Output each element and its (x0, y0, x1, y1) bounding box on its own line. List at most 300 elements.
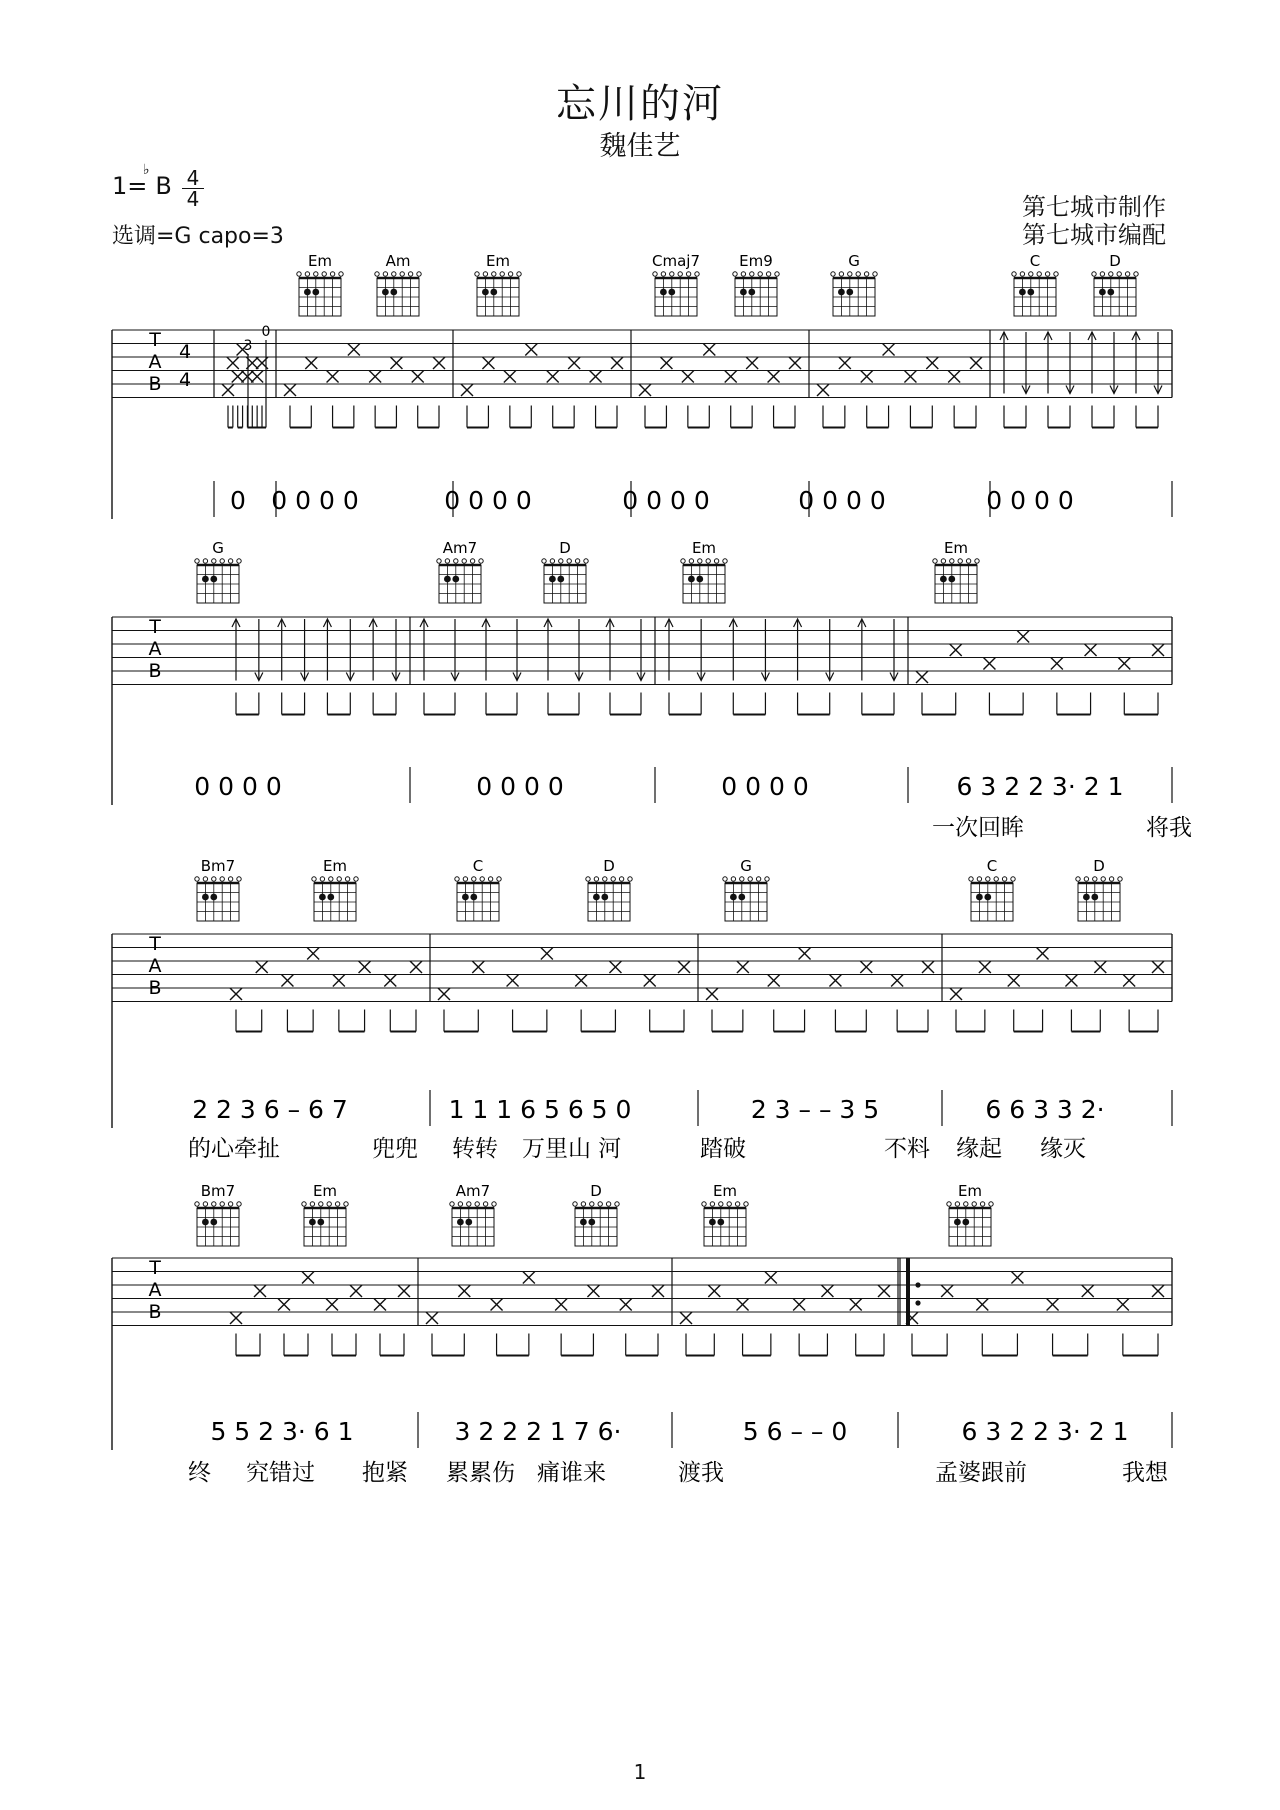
open-string-marker (1118, 877, 1122, 881)
open-string-marker (1011, 877, 1015, 881)
jianpu-measure: 6 6 3 3 2· (985, 1095, 1105, 1124)
tab-x-note (333, 975, 345, 987)
finger-dot (482, 289, 489, 296)
tab-x-note (708, 1285, 720, 1297)
open-string-marker (567, 559, 571, 563)
open-string-marker (719, 1202, 723, 1206)
finger-dot (327, 894, 334, 901)
tab-x-note (278, 1299, 290, 1311)
finger-dot (202, 894, 209, 901)
tab-x-note (983, 658, 995, 670)
open-string-marker (1012, 272, 1016, 276)
time-top: 4 (186, 166, 200, 190)
tab-x-note (359, 961, 371, 973)
tab-x-note (482, 357, 494, 369)
open-string-marker (964, 1202, 968, 1206)
tab-x-note (232, 371, 244, 383)
tab-x-note (883, 344, 895, 356)
open-string-marker (1109, 877, 1113, 881)
open-string-marker (479, 559, 483, 563)
chord-name: Bm7 (200, 857, 236, 875)
open-string-marker (590, 1202, 594, 1206)
tab-x-note (878, 1285, 890, 1297)
tab-x-note (1117, 1299, 1129, 1311)
open-string-marker (327, 1202, 331, 1206)
open-string-marker (741, 272, 745, 276)
tab-x-note (839, 357, 851, 369)
lyric-text: 渡我 (678, 1460, 724, 1486)
key-flat: ♭ (143, 162, 150, 178)
tab-x-note (384, 975, 396, 987)
tab-x-note (525, 344, 537, 356)
tab-x-note (410, 961, 422, 973)
tab-x-note (1008, 975, 1020, 987)
finger-dot (730, 894, 737, 901)
jianpu-measure: 0 0 0 0 (476, 772, 564, 801)
open-string-marker (864, 272, 868, 276)
tab-x-note (680, 1312, 692, 1324)
tab-x-note (284, 384, 296, 396)
chord-name: Em (485, 252, 511, 270)
repeat-dot (915, 1282, 920, 1287)
open-string-marker (1029, 272, 1033, 276)
open-string-marker (483, 272, 487, 276)
finger-dot (382, 289, 389, 296)
finger-dot (940, 576, 947, 583)
open-string-marker (237, 877, 241, 881)
open-string-marker (1076, 877, 1080, 881)
chord-name: Am7 (442, 539, 478, 557)
open-string-marker (417, 272, 421, 276)
finger-dot (452, 576, 459, 583)
open-string-marker (1054, 272, 1058, 276)
open-string-marker (302, 1202, 306, 1206)
tab-x-note (523, 1272, 535, 1284)
finger-dot (1027, 289, 1034, 296)
chord-name: C (986, 857, 998, 875)
open-string-marker (653, 272, 657, 276)
lyric-text: 痛谁来 (537, 1460, 606, 1486)
finger-dot (580, 1219, 587, 1226)
lyric-text: 的心牵扯 (188, 1136, 280, 1162)
finger-dot (1083, 894, 1090, 901)
tab-x-note (706, 988, 718, 1000)
tab-x-note (307, 948, 319, 960)
open-string-marker (480, 877, 484, 881)
key-note: B (155, 172, 172, 200)
open-string-marker (661, 272, 665, 276)
tab-x-note (703, 344, 715, 356)
finger-dot (549, 576, 556, 583)
finger-dot (738, 894, 745, 901)
tab-x-note (412, 371, 424, 383)
time-bottom: 4 (186, 187, 200, 211)
tab-x-note (348, 344, 360, 356)
finger-dot (976, 894, 983, 901)
jianpu-measure: 2 3 – – 3 5 (750, 1095, 880, 1124)
open-string-marker (748, 877, 752, 881)
chord-name: D (559, 539, 571, 557)
open-string-marker (220, 559, 224, 563)
fret-number: 3 (243, 338, 253, 354)
open-string-marker (678, 272, 682, 276)
open-string-marker (598, 1202, 602, 1206)
open-string-marker (467, 1202, 471, 1206)
open-string-marker (470, 559, 474, 563)
open-string-marker (455, 877, 459, 881)
tab-x-note (1085, 644, 1097, 656)
tab-x-note (1011, 1272, 1023, 1284)
open-string-marker (723, 559, 727, 563)
tab-x-note (793, 1299, 805, 1311)
open-string-marker (212, 1202, 216, 1206)
tab-x-note (922, 961, 934, 973)
open-string-marker (831, 272, 835, 276)
tab-x-note (254, 1285, 266, 1297)
lyric-text: 抱紧 (362, 1460, 408, 1486)
tab-x-note (860, 961, 872, 973)
tab-x-note (768, 975, 780, 987)
tab-x-note (374, 1299, 386, 1311)
finger-dot (601, 894, 608, 901)
open-string-marker (445, 559, 449, 563)
open-string-marker (733, 272, 737, 276)
repeat-dot (915, 1300, 920, 1305)
chord-name: Em (957, 1182, 983, 1200)
tab-time-bottom: 4 (178, 369, 192, 391)
open-string-marker (344, 1202, 348, 1206)
open-string-marker (695, 272, 699, 276)
open-string-marker (310, 1202, 314, 1206)
tab-x-note (737, 961, 749, 973)
tab-x-note (799, 948, 811, 960)
finger-dot (317, 1219, 324, 1226)
open-string-marker (706, 559, 710, 563)
open-string-marker (392, 272, 396, 276)
tab-x-note (765, 1272, 777, 1284)
tab-x-note (1123, 975, 1135, 987)
open-string-marker (775, 272, 779, 276)
chord-name: G (740, 857, 752, 875)
finger-dot (1107, 289, 1114, 296)
open-string-marker (594, 877, 598, 881)
tab-letter: B (148, 373, 162, 395)
tab-x-note (1152, 961, 1164, 973)
open-string-marker (339, 272, 343, 276)
open-string-marker (1020, 272, 1024, 276)
tab-x-note (1082, 1285, 1094, 1297)
open-string-marker (437, 559, 441, 563)
tab-x-note (230, 1312, 242, 1324)
finger-dot (210, 576, 217, 583)
tab-x-note (398, 1285, 410, 1297)
tab-x-note (222, 384, 234, 396)
chord-name: G (212, 539, 224, 557)
open-string-marker (305, 272, 309, 276)
finger-dot (1099, 289, 1106, 296)
tab-x-note (1037, 948, 1049, 960)
open-string-marker (195, 877, 199, 881)
jianpu-measure: 6 3 2 2 3· 2 1 (961, 1417, 1129, 1446)
open-string-marker (698, 559, 702, 563)
open-string-marker (312, 877, 316, 881)
open-string-marker (488, 877, 492, 881)
chord-name: Am (385, 252, 411, 270)
open-string-marker (989, 1202, 993, 1206)
jianpu-measure: 0 0 0 0 (194, 772, 282, 801)
chord-name: G (848, 252, 860, 270)
lyric-text: 一次回眸 (932, 815, 1024, 841)
open-string-marker (228, 559, 232, 563)
open-string-marker (731, 877, 735, 881)
tab-x-note (1047, 1299, 1059, 1311)
lyric-text: 缘起 (956, 1136, 1002, 1162)
tab-x-note (230, 988, 242, 1000)
tab-x-note (611, 357, 623, 369)
tab-x-note (725, 371, 737, 383)
chord-name: Em9 (739, 252, 773, 270)
finger-dot (688, 576, 695, 583)
song-title: 忘川的河 (556, 81, 724, 127)
lyric-text: 终 (188, 1460, 211, 1486)
tab-x-note (916, 671, 928, 683)
tab-x-note (575, 975, 587, 987)
open-string-marker (758, 272, 762, 276)
open-string-marker (492, 1202, 496, 1206)
chord-name: Am7 (455, 1182, 491, 1200)
tab-x-note (768, 371, 780, 383)
finger-dot (660, 289, 667, 296)
tab-x-note (660, 357, 672, 369)
tab-x-note (568, 357, 580, 369)
open-string-marker (335, 1202, 339, 1206)
finger-dot (1091, 894, 1098, 901)
chord-name: Em (712, 1182, 738, 1200)
finger-dot (984, 894, 991, 901)
open-string-marker (454, 559, 458, 563)
open-string-marker (220, 1202, 224, 1206)
chord-name: Em (322, 857, 348, 875)
finger-dot (457, 1219, 464, 1226)
tab-x-note (678, 961, 690, 973)
open-string-marker (203, 877, 207, 881)
tab-letter: T (149, 616, 161, 638)
finger-dot (748, 289, 755, 296)
open-string-marker (383, 272, 387, 276)
open-string-marker (766, 272, 770, 276)
tab-letter: A (148, 351, 162, 373)
tab-x-note (256, 961, 268, 973)
open-string-marker (203, 1202, 207, 1206)
open-string-marker (611, 877, 615, 881)
open-string-marker (969, 877, 973, 881)
tab-letter: A (148, 638, 162, 660)
tab-x-note (926, 357, 938, 369)
page-number: 1 (633, 1760, 647, 1784)
open-string-marker (1092, 272, 1096, 276)
open-string-marker (702, 1202, 706, 1206)
finger-dot (309, 1219, 316, 1226)
open-string-marker (203, 559, 207, 563)
tab-x-note (620, 1299, 632, 1311)
tab-x-note (590, 371, 602, 383)
tab-x-note (507, 975, 519, 987)
finger-dot (962, 1219, 969, 1226)
open-string-marker (848, 272, 852, 276)
credit-made: 第七城市制作 (1022, 193, 1166, 221)
tab-x-note (227, 357, 239, 369)
open-string-marker (972, 1202, 976, 1206)
open-string-marker (619, 877, 623, 881)
open-string-marker (584, 559, 588, 563)
tab-x-note (390, 357, 402, 369)
open-string-marker (212, 559, 216, 563)
open-string-marker (462, 559, 466, 563)
open-string-marker (314, 272, 318, 276)
tab-x-note (950, 988, 962, 1000)
tab-x-note (979, 961, 991, 973)
open-string-marker (228, 1202, 232, 1206)
open-string-marker (714, 559, 718, 563)
tab-x-note (948, 371, 960, 383)
jianpu-measure: 0 0 0 0 (986, 486, 1074, 515)
credit-arranged: 第七城市编配 (1022, 221, 1166, 249)
tab-x-note (541, 948, 553, 960)
open-string-marker (1002, 877, 1006, 881)
tab-x-note (1017, 631, 1029, 643)
open-string-marker (686, 272, 690, 276)
tab-letter: T (149, 329, 161, 351)
open-string-marker (1134, 272, 1138, 276)
chord-name: Em (943, 539, 969, 557)
open-string-marker (689, 559, 693, 563)
tab-x-note (1152, 1285, 1164, 1297)
tab-x-note (821, 1285, 833, 1297)
lyric-text: 踏破 (700, 1136, 746, 1162)
tab-letter: T (149, 1257, 161, 1279)
jianpu-measure: 0 0 0 0 (721, 772, 809, 801)
lyric-text: 不料 (884, 1136, 930, 1162)
jianpu-measure: 0 0 0 0 (444, 486, 532, 515)
finger-dot (470, 894, 477, 901)
tab-x-note (369, 371, 381, 383)
lyric-text: 孟婆跟前 (935, 1460, 1027, 1486)
finger-dot (846, 289, 853, 296)
tab-x-note (970, 357, 982, 369)
tab-x-note (426, 1312, 438, 1324)
open-string-marker (727, 1202, 731, 1206)
open-string-marker (375, 272, 379, 276)
open-string-marker (483, 1202, 487, 1206)
finger-dot (462, 894, 469, 901)
open-string-marker (1100, 272, 1104, 276)
open-string-marker (559, 559, 563, 563)
tab-x-note (829, 975, 841, 987)
open-string-marker (508, 272, 512, 276)
finger-dot (668, 289, 675, 296)
open-string-marker (297, 272, 301, 276)
tab-x-note (251, 371, 263, 383)
open-string-marker (615, 1202, 619, 1206)
lyric-text: 兜兜 (372, 1136, 418, 1162)
open-string-marker (606, 1202, 610, 1206)
open-string-marker (330, 272, 334, 276)
finger-dot (948, 576, 955, 583)
open-string-marker (329, 877, 333, 881)
tab-x-note (547, 371, 559, 383)
open-string-marker (220, 877, 224, 881)
tab-letter: B (148, 1301, 162, 1323)
chord-name: Bm7 (200, 1182, 236, 1200)
finger-dot (593, 894, 600, 901)
finger-dot (202, 1219, 209, 1226)
finger-dot (202, 576, 209, 583)
open-string-marker (517, 272, 521, 276)
open-string-marker (319, 1202, 323, 1206)
tab-x-note (1118, 658, 1130, 670)
open-string-marker (1045, 272, 1049, 276)
tab-x-note (746, 357, 758, 369)
tab-x-note (305, 357, 317, 369)
finger-dot (954, 1219, 961, 1226)
chord-name: C (1029, 252, 1041, 270)
open-string-marker (735, 1202, 739, 1206)
open-string-marker (354, 877, 358, 881)
open-string-marker (1084, 877, 1088, 881)
open-string-marker (573, 1202, 577, 1206)
tab-time-top: 4 (178, 341, 192, 363)
open-string-marker (933, 559, 937, 563)
tab-letter: B (148, 977, 162, 999)
open-string-marker (195, 559, 199, 563)
finger-dot (304, 289, 311, 296)
open-string-marker (1125, 272, 1129, 276)
open-string-marker (670, 272, 674, 276)
tab-x-note (438, 988, 450, 1000)
open-string-marker (975, 559, 979, 563)
chord-name: D (1109, 252, 1121, 270)
tab-x-note (861, 371, 873, 383)
lyric-text: 转转 (452, 1136, 498, 1162)
open-string-marker (839, 272, 843, 276)
open-string-marker (345, 877, 349, 881)
open-string-marker (400, 272, 404, 276)
open-string-marker (1093, 877, 1097, 881)
chord-name: D (1093, 857, 1105, 875)
open-string-marker (458, 1202, 462, 1206)
key-prefix: 1= (112, 172, 148, 200)
jianpu-measure: 5 6 – – 0 (742, 1417, 848, 1446)
tab-x-note (302, 1272, 314, 1284)
finger-dot (709, 1219, 716, 1226)
tab-x-note (281, 975, 293, 987)
open-string-marker (581, 1202, 585, 1206)
finger-dot (390, 289, 397, 296)
open-string-marker (681, 559, 685, 563)
tab-x-note (1065, 975, 1077, 987)
finger-dot (838, 289, 845, 296)
tab-x-note (891, 975, 903, 987)
open-string-marker (977, 877, 981, 881)
open-string-marker (986, 877, 990, 881)
tab-x-note (737, 1299, 749, 1311)
finger-dot (557, 576, 564, 583)
tab-x-note (433, 357, 445, 369)
open-string-marker (765, 877, 769, 881)
lyric-text: 累累伤 (446, 1460, 515, 1486)
open-string-marker (955, 1202, 959, 1206)
tab-x-note (817, 384, 829, 396)
